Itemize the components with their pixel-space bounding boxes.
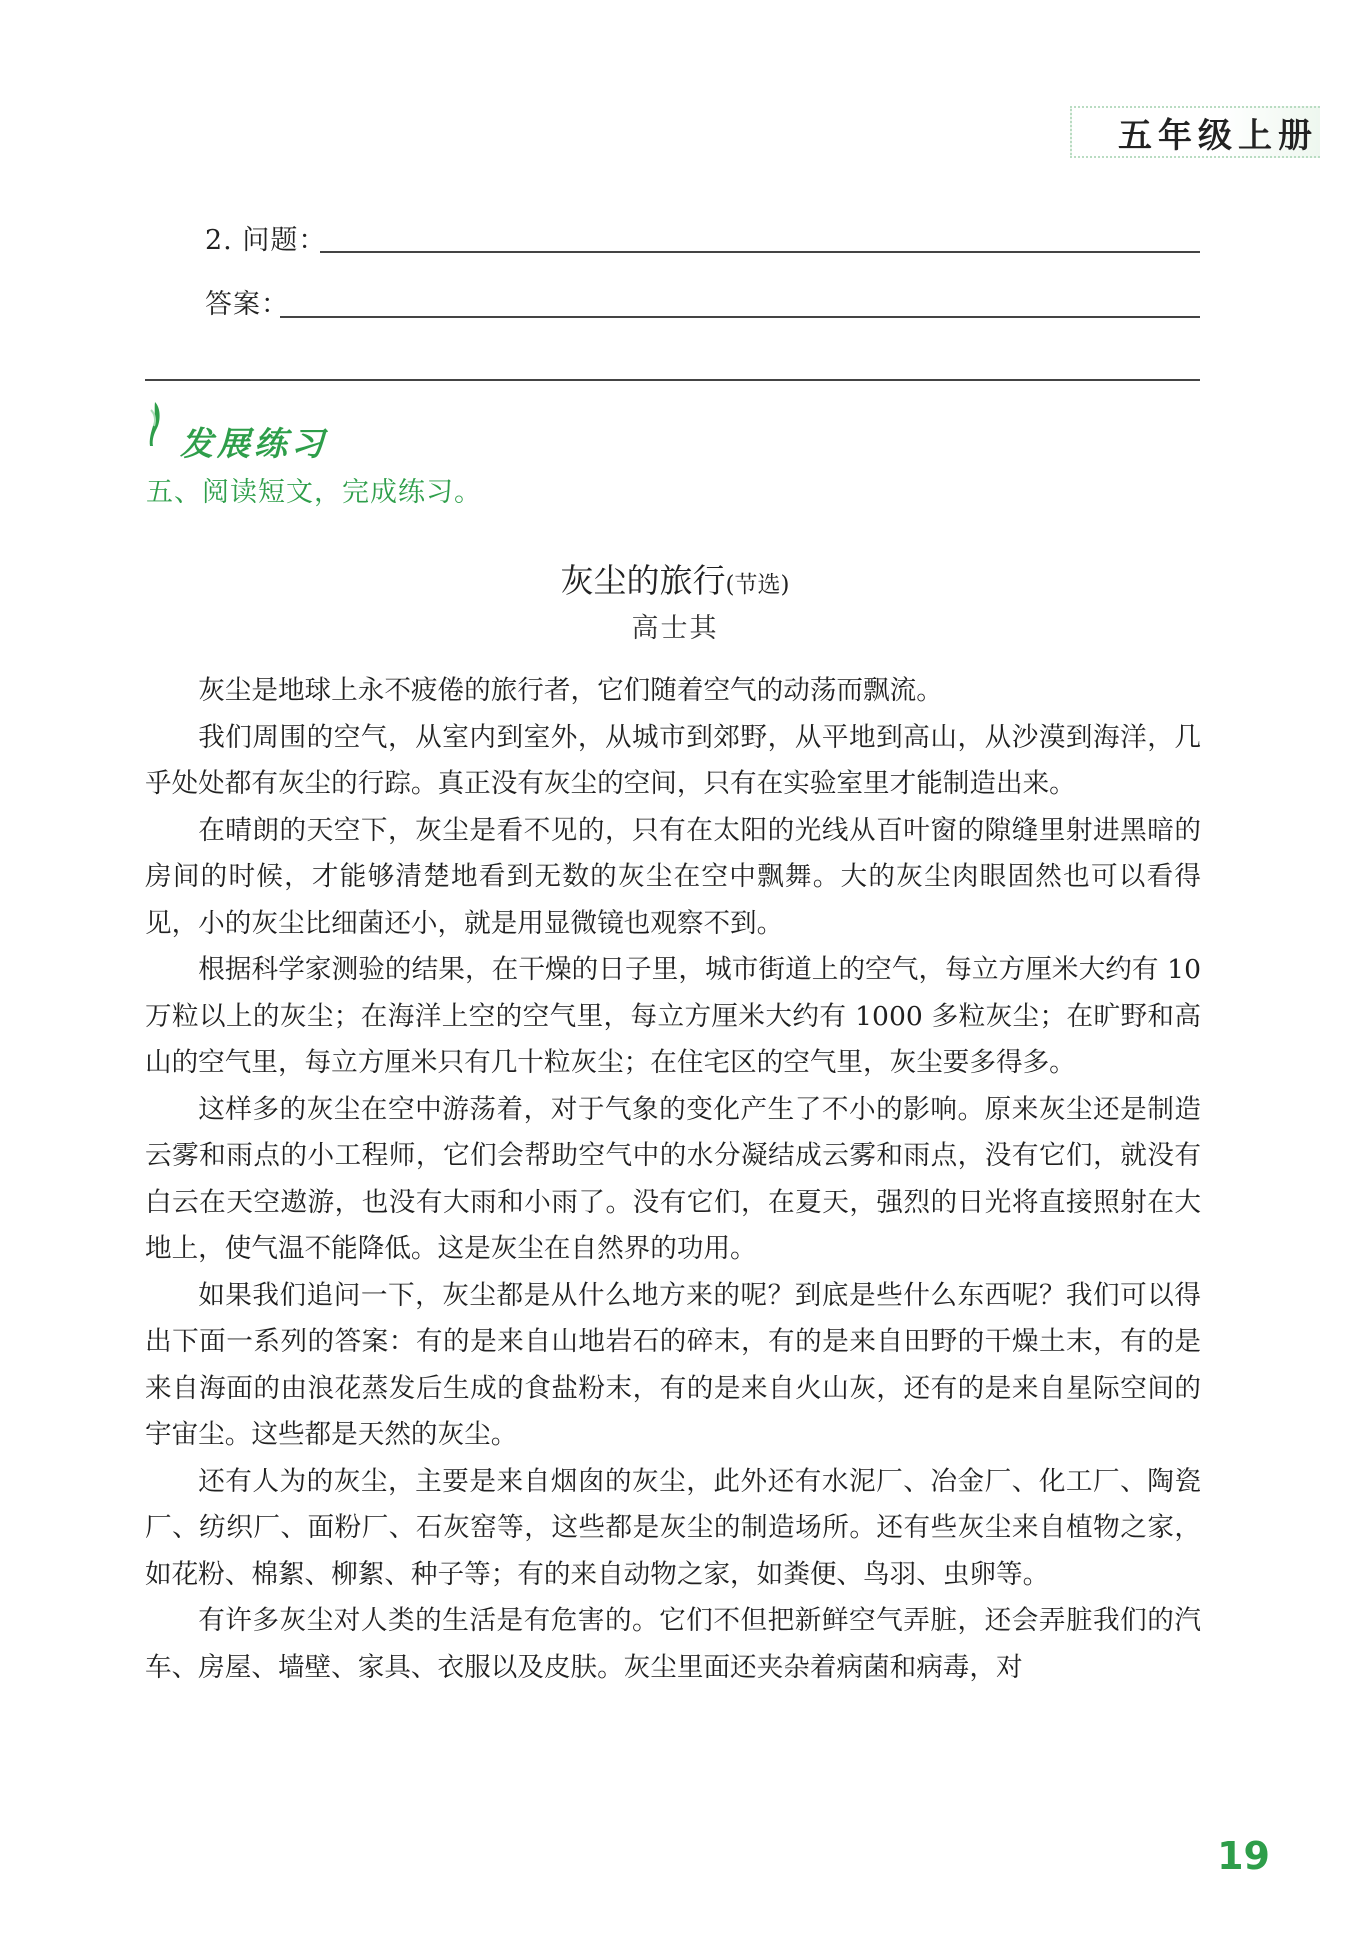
article-body xyxy=(145,668,1201,1691)
answer-line[interactable] xyxy=(280,316,1200,318)
paragraph: 我们周围的空气，从室内到室外，从城市到郊野，从平地到高山，从沙漠到海洋，几乎处处都有灰尘的行踪。真正没有灰尘的空间，只有在实验室里才能制造出来。 xyxy=(145,721,1201,799)
article-title-note: (节选) xyxy=(725,572,790,598)
paragraph: 如果我们追问一下，灰尘都是从什么地方来的呢？到底是些什么东西呢？我们可以得出下面一系列的答案：有的是来自山地岩石的碎末，有的是来自田野的干燥土末，有的是来自海面的由浪花蒸发后生成的食盐粉末，有的是来自火山灰，还有的是来自星际空间的宇宙尘。这些都是天然的灰尘。 xyxy=(145,1279,1201,1450)
exercise-instruction: 五、阅读短文，完成练习。 xyxy=(146,477,482,508)
grade-label: 五年级上册 xyxy=(1118,116,1318,156)
paragraph: 在晴朗的天空下，灰尘是看不见的，只有在太阳的光线从百叶窗的隙缝里射进黑暗的房间的时候，才能够清楚地看到无数的灰尘在空中飘舞。大的灰尘肉眼固然也可以看得见，小的灰尘比细菌还小，就是用显微镜也观察不到。 xyxy=(145,814,1201,939)
paragraph: 这样多的灰尘在空中游荡着，对于气象的变化产生了不小的影响。原来灰尘还是制造云雾和雨点的小工程师，它们会帮助空气中的水分凝结成云雾和雨点，没有它们，就没有白云在天空遨游，也没有大雨和小雨了。没有它们，在夏天，强烈的日光将直接照射在大地上，使气温不能降低。这是灰尘在自然界的功用。 xyxy=(145,1093,1201,1264)
section-title: 发展练习 xyxy=(180,424,328,463)
paragraph: 灰尘是地球上永不疲倦的旅行者，它们随着空气的动荡而飘流。 xyxy=(198,675,943,706)
paragraph: 根据科学家测验的结果，在干燥的日子里，城市街道上的空气，每立方厘米大约有 10 万粒以上的灰尘；在海洋上空的空气里，每立方厘米大约有 1000 多粒灰尘；在旷野和高山的空气里，每立方厘米只有几十粒灰尘；在住宅区的空气里，灰尘要多得多。 xyxy=(145,954,1201,1078)
article-author: 高士其 xyxy=(631,613,719,644)
page-number: 19 xyxy=(1217,1834,1270,1878)
question-label: 2. 问题： xyxy=(205,225,327,256)
answer-line-continued[interactable] xyxy=(145,379,1200,381)
article-title-main: 灰尘的旅行 xyxy=(560,561,726,600)
paragraph: 有许多灰尘对人类的生活是有危害的。它们不但把新鲜空气弄脏，还会弄脏我们的汽车、房屋、墙壁、家具、衣服以及皮肤。灰尘里面还夹杂着病菌和病毒，对 xyxy=(145,1605,1201,1683)
paragraph: 还有人为的灰尘，主要是来自烟囱的灰尘，此外还有水泥厂、冶金厂、化工厂、陶瓷厂、纺织厂、面粉厂、石灰窑等，这些都是灰尘的制造场所。还有些灰尘来自植物之家，如花粉、棉絮、柳絮、种子等；有的来自动物之家，如粪便、鸟羽、虫卵等。 xyxy=(145,1465,1201,1590)
question-answer-line[interactable] xyxy=(320,251,1200,253)
answer-label: 答案： xyxy=(205,289,289,320)
leaf-icon xyxy=(146,400,164,448)
article-title xyxy=(0,555,1350,602)
